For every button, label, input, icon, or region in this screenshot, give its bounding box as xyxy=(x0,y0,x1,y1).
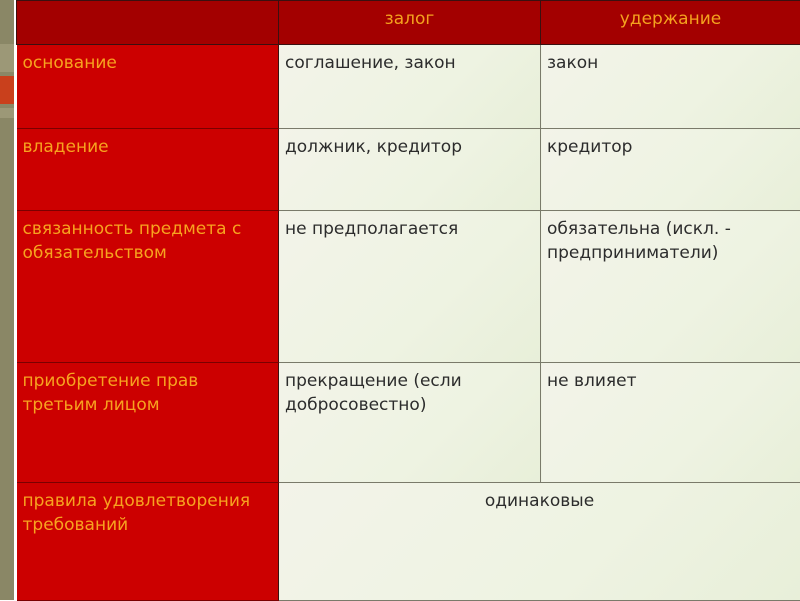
row-label: владение xyxy=(17,129,279,211)
row-label: правила удовлетворения требований xyxy=(17,483,279,601)
table-cell: прекращение (если добросовестно) xyxy=(279,363,541,483)
header-uderzhanie: удержание xyxy=(541,1,800,45)
table-cell: не влияет xyxy=(541,363,800,483)
table-cell: обязательна (искл. - предприниматели) xyxy=(541,211,800,363)
table-cell: кредитор xyxy=(541,129,800,211)
table-cell: должник, кредитор xyxy=(279,129,541,211)
header-zalog: залог xyxy=(279,1,541,45)
table-cell-merged: одинаковые xyxy=(279,483,800,601)
strip-accent-block-orange xyxy=(0,76,14,104)
row-label: приобретение прав третьим лицом xyxy=(17,363,279,483)
row-label: основание xyxy=(17,45,279,129)
row-label: связанность предмета с обязательством xyxy=(17,211,279,363)
table-row xyxy=(17,211,800,363)
table-row xyxy=(17,129,800,211)
strip-accent-block xyxy=(0,108,14,118)
table-header-row xyxy=(17,1,800,45)
table-row xyxy=(17,363,800,483)
table-cell: закон xyxy=(541,45,800,129)
strip-accent-block xyxy=(0,44,14,72)
table-cell: соглашение, закон xyxy=(279,45,541,129)
left-decorative-strip xyxy=(0,0,14,600)
table-cell: не предполагается xyxy=(279,211,541,363)
table-row xyxy=(17,45,800,129)
header-corner-cell xyxy=(17,1,279,45)
table-row xyxy=(17,483,800,601)
comparison-table xyxy=(16,0,800,601)
